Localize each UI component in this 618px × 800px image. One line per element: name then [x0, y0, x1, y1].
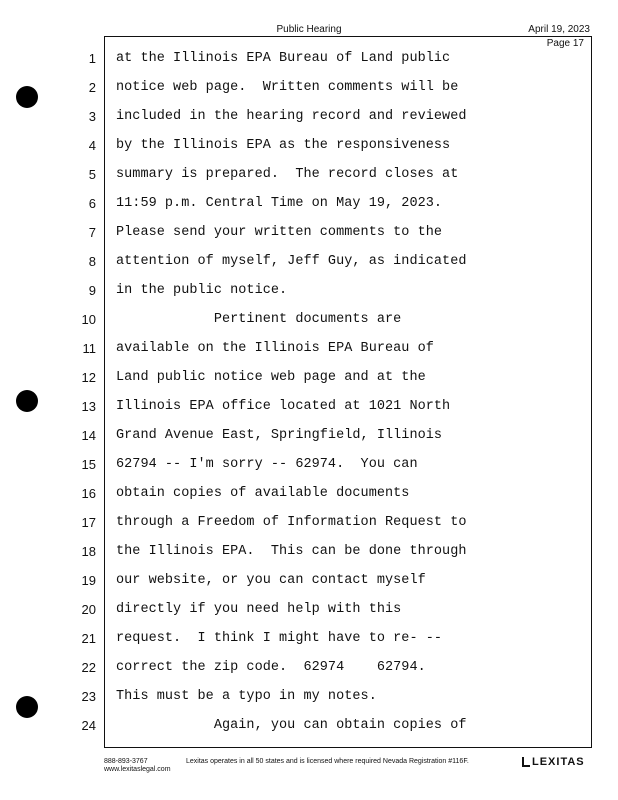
line-number: 14	[81, 428, 96, 443]
transcript-line: our website, or you can contact myself	[116, 573, 426, 588]
line-numbers	[70, 44, 96, 740]
transcript-line: attention of myself, Jeff Guy, as indicated	[116, 254, 467, 269]
footer-notice: Lexitas operates in all 50 states and is licensed where required Nevada Registration #116F.	[186, 758, 469, 765]
line-number: 16	[81, 486, 96, 501]
line-number: 9	[88, 283, 96, 298]
transcript-line: obtain copies of available documents	[116, 486, 410, 501]
line-number: 7	[88, 225, 96, 240]
line-number: 21	[81, 631, 96, 646]
lexitas-logo-text: LEXITAS	[532, 756, 585, 768]
transcript-line: directly if you need help with this	[116, 602, 402, 617]
transcript-line: Pertinent documents are	[116, 312, 402, 327]
transcript-line: summary is prepared. The record closes at	[116, 167, 459, 182]
page-header-date: April 19, 2023	[528, 24, 590, 35]
line-number: 8	[88, 254, 96, 269]
transcript-line: by the Illinois EPA as the responsiveness	[116, 138, 451, 153]
lexitas-logo	[522, 756, 585, 768]
transcript-line: included in the hearing record and reviewed	[116, 109, 467, 124]
line-number: 22	[81, 660, 96, 675]
line-number: 1	[88, 51, 96, 66]
line-number: 13	[81, 399, 96, 414]
transcript-line: Grand Avenue East, Springfield, Illinois	[116, 428, 443, 443]
transcript-line: available on the Illinois EPA Bureau of	[116, 341, 434, 356]
line-number: 11	[82, 341, 96, 356]
footer-website: www.lexitaslegal.com	[104, 766, 171, 773]
transcript-line: Please send your written comments to the	[116, 225, 443, 240]
line-number: 24	[81, 718, 96, 733]
binder-hole-icon	[16, 86, 38, 108]
transcript-line: in the public notice.	[116, 283, 288, 298]
line-number: 10	[81, 312, 96, 327]
line-number: 15	[81, 457, 96, 472]
binder-hole-icon	[16, 390, 38, 412]
transcript-line: request. I think I might have to re- --	[116, 631, 443, 646]
line-number: 4	[88, 138, 96, 153]
page-number: Page 17	[546, 38, 584, 49]
line-number: 3	[88, 109, 96, 124]
transcript-frame-bottom	[104, 747, 592, 748]
transcript-line: Land public notice web page and at the	[116, 370, 426, 385]
transcript-line: 62794 -- I'm sorry -- 62974. You can	[116, 457, 418, 472]
transcript-line: Again, you can obtain copies of	[116, 718, 467, 733]
line-number: 12	[81, 370, 96, 385]
line-number: 23	[81, 689, 96, 704]
transcript-line: correct the zip code. 62974 62794.	[116, 660, 426, 675]
line-number: 18	[81, 544, 96, 559]
transcript-line: at the Illinois EPA Bureau of Land public	[116, 51, 451, 66]
transcript-line: Illinois EPA office located at 1021 North	[116, 399, 451, 414]
binder-hole-icon	[16, 696, 38, 718]
transcript-line: notice web page. Written comments will be	[116, 80, 459, 95]
line-number: 19	[81, 573, 96, 588]
page-header-title: Public Hearing	[276, 24, 342, 35]
transcript-line: 11:59 p.m. Central Time on May 19, 2023.	[116, 196, 443, 211]
line-number: 2	[88, 80, 96, 95]
line-number: 20	[81, 602, 96, 617]
line-number: 6	[88, 196, 96, 211]
footer-phone: 888-893-3767	[104, 758, 148, 765]
transcript-line: through a Freedom of Information Request to	[116, 515, 467, 530]
footer-contact	[104, 758, 171, 774]
lexitas-logo-icon	[522, 757, 530, 767]
transcript-line: the Illinois EPA. This can be done through	[116, 544, 467, 559]
transcript-line: This must be a typo in my notes.	[116, 689, 377, 704]
transcript-lines	[116, 44, 586, 740]
line-number: 17	[81, 515, 96, 530]
line-number: 5	[88, 167, 96, 182]
